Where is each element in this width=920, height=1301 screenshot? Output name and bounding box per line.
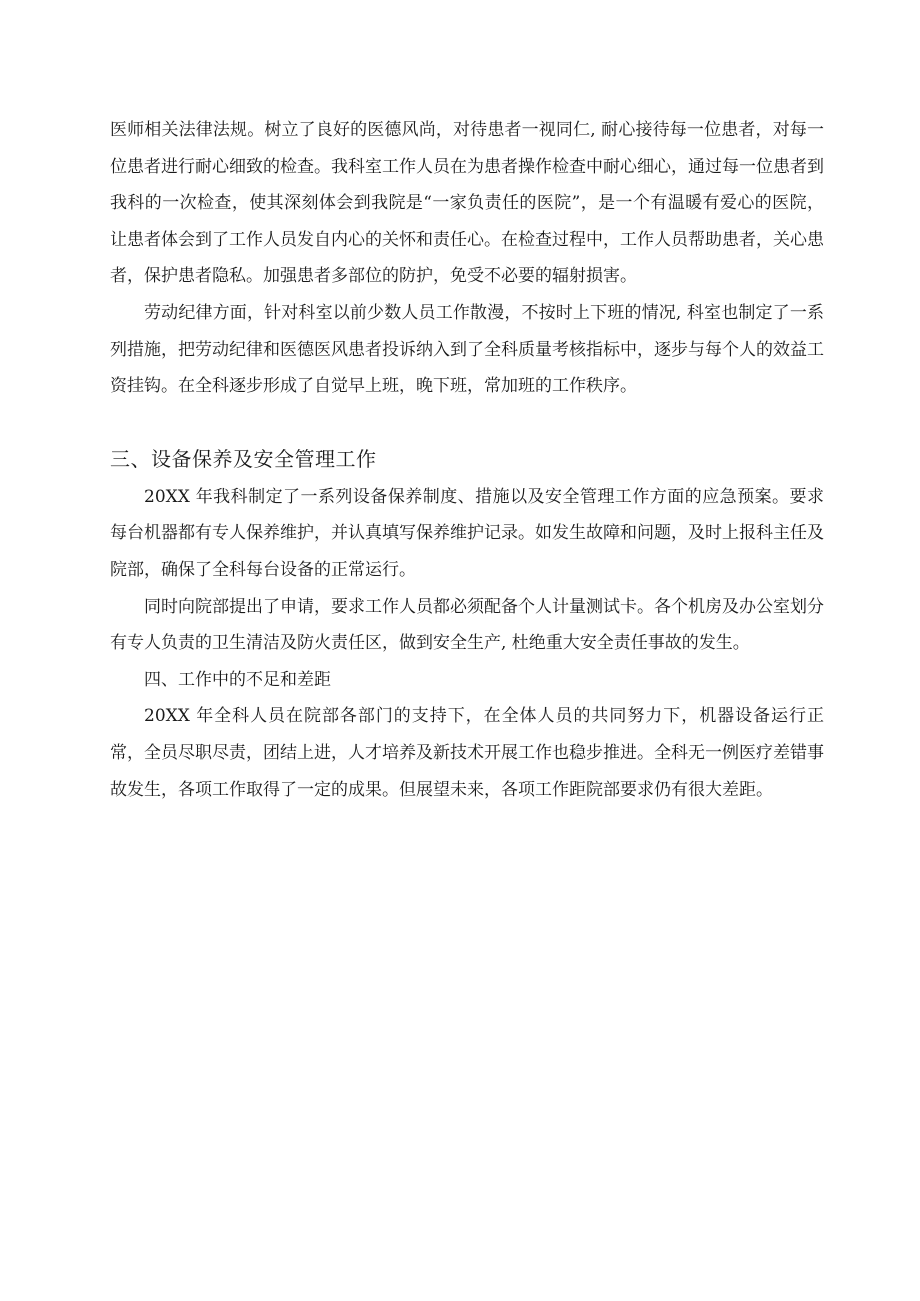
paragraph-medical-ethics: 医师相关法律法规。树立了良好的医德风尚，对待患者一视同仁, 耐心接待每一位患者，对每一位患者进行耐心细致的检查。我科室工作人员在为患者操作检查中耐心细心，通过每一位患者到我科的一次检查，使其深刻体会到我院是“一家负责任的医院”，是一个有温暖有爱心的医院，让患者体会到了工作人员发自内心的关怀和责任心。在检查过程中，工作人员帮助患者，关心患者，保护患者隐私。加强患者多部位的防护，免受不必要的辐射损害。 — [110, 120, 824, 287]
paragraph-equipment-maintenance: 20XX 年我科制定了一系列设备保养制度、措施以及安全管理工作方面的应急预案。要求每台机器都有专人保养维护，并认真填写保养维护记录。如发生故障和问题，及时上报科主任及院部，确保了全科每台设备的正常运行。 — [110, 486, 824, 580]
section-heading-shortcomings: 四、工作中的不足和差距 — [144, 669, 331, 690]
paragraph-safety-measures: 同时向院部提出了申请，要求工作人员都必须配备个人计量测试卡。各个机房及办公室划分有专人负责的卫生清洁及防火责任区，做到安全生产, 杜绝重大安全责任事故的发生。 — [110, 596, 824, 654]
paragraph-labor-discipline: 劳动纪律方面，针对科室以前少数人员工作散漫，不按时上下班的情况, 科室也制定了一系列措施，把劳动纪律和医德医风患者投诉纳入到了全科质量考核指标中，逐步与每个人的效益工资挂钩。在全科逐步形成了自觉早上班，晚下班，常加班的工作秩序。 — [110, 302, 824, 397]
section-heading-equipment-safety: 三、设备保养及安全管理工作 — [110, 446, 377, 471]
document-body — [110, 112, 824, 808]
paragraph-annual-summary: 20XX 年全科人员在院部各部门的支持下，在全体人员的共同努力下，机器设备运行正常，全员尽职尽责，团结上进，人才培养及新技术开展工作也稳步推进。全科无一例医疗差错事故发生，各项工作取得了一定的成果。但展望未来，各项工作距院部要求仍有很大差距。 — [110, 706, 824, 800]
